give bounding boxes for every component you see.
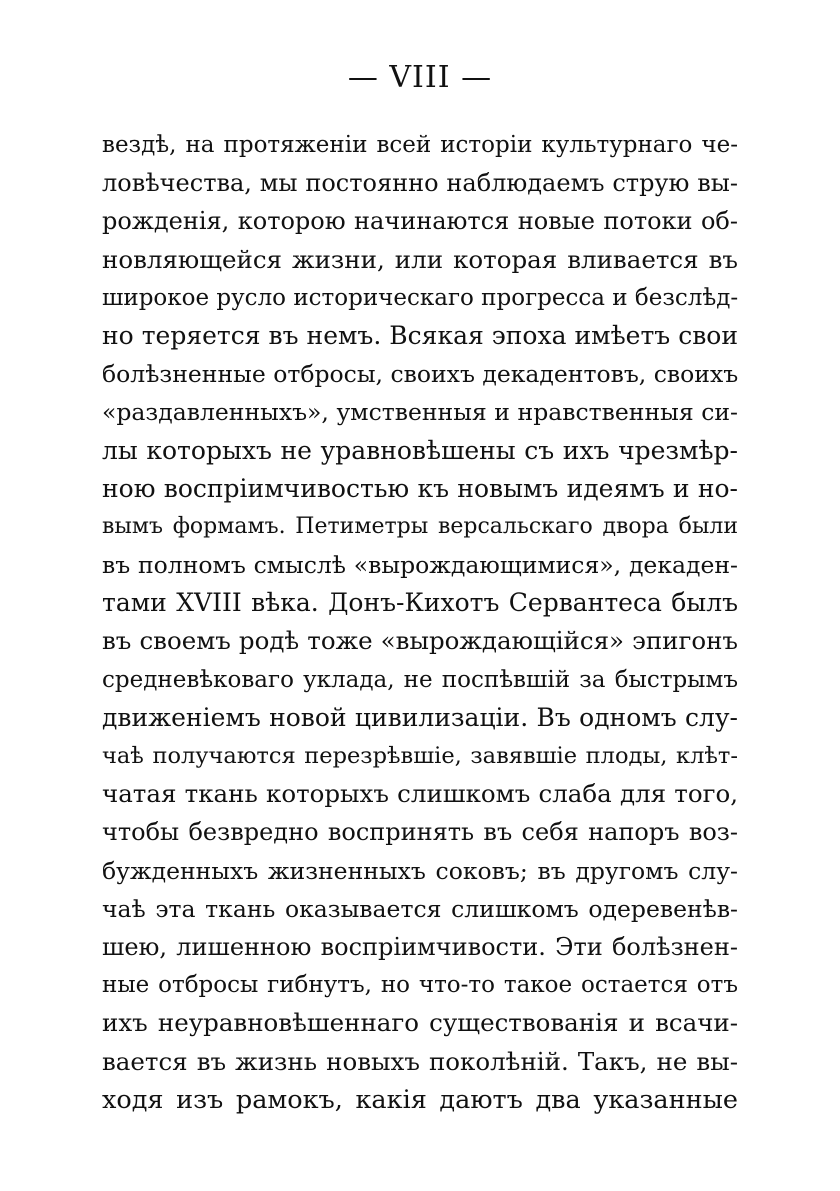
- text-line: лы которыхъ не уравновѣшены съ ихъ чрезмѣр-: [102, 435, 738, 465]
- text-line: чаѣ эта ткань оказывается слишкомъ одеревенѣв-: [102, 894, 738, 923]
- text-line: тами XVIII вѣка. Донъ-Кихотъ Сервантеса былъ: [102, 588, 738, 618]
- text-line: широкое русло историческаго прогресса и безслѣд-: [102, 284, 739, 311]
- page-number: — VIII —: [347, 60, 493, 95]
- text-line: болѣзненные отбросы, своихъ декадентовъ, своихъ: [102, 360, 739, 389]
- text-line: вается въ жизнь новыхъ поколѣній. Такъ, не вы-: [102, 1046, 738, 1076]
- text-line: «раздавленныхъ», умственныя и нравственныя си-: [102, 398, 738, 427]
- text-line: вездѣ, на протяженіи всей исторіи культурнаго че-: [102, 132, 738, 158]
- text-line: ходя изъ рамокъ, какія даютъ два указанные: [102, 1084, 738, 1115]
- text-line: чатая ткань которыхъ слишкомъ слаба для того,: [102, 779, 738, 809]
- text-line: рожденія, которою начинаются новые потоки об-: [102, 207, 738, 236]
- text-line: чаѣ получаются перезрѣвшіе, завявшіе плоды, клѣт-: [102, 743, 738, 769]
- text-line: шею, лишенною воспріимчивости. Эти болѣзнен-: [102, 932, 738, 961]
- text-line: но теряется въ немъ. Всякая эпоха имѣетъ свои: [102, 320, 738, 350]
- text-line: чтобы безвредно воспринять въ себя напоръ воз-: [102, 818, 738, 847]
- text-line: бужденныхъ жизненныхъ соковъ; въ другомъ слу-: [102, 856, 738, 885]
- text-line: ною воспріимчивостью къ новымъ идеямъ и но-: [102, 473, 738, 503]
- text-line: новляющейся жизни, или которая вливается въ: [102, 244, 738, 274]
- body-text: [102, 126, 738, 1119]
- text-line: ловѣчества, мы постоянно наблюдаемъ струю вы-: [102, 169, 738, 198]
- text-line: движеніемъ новой цивилизаціи. Въ одномъ слу-: [102, 702, 738, 732]
- text-line: средневѣковаго уклада, не поспѣвшій за быстрымъ: [102, 666, 738, 693]
- text-line: въ полномъ смыслѣ «вырождающимися», декаден-: [102, 551, 738, 580]
- text-line: ихъ неуравновѣшеннаго существованія и всачи-: [102, 1008, 738, 1038]
- text-line: ные отбросы гибнутъ, но что-то такое остается отъ: [102, 972, 738, 999]
- text-line: вымъ формамъ. Петиметры версальскаго двора были: [102, 513, 738, 539]
- text-line: въ своемъ родѣ тоже «вырождающійся» эпигонъ: [102, 626, 738, 656]
